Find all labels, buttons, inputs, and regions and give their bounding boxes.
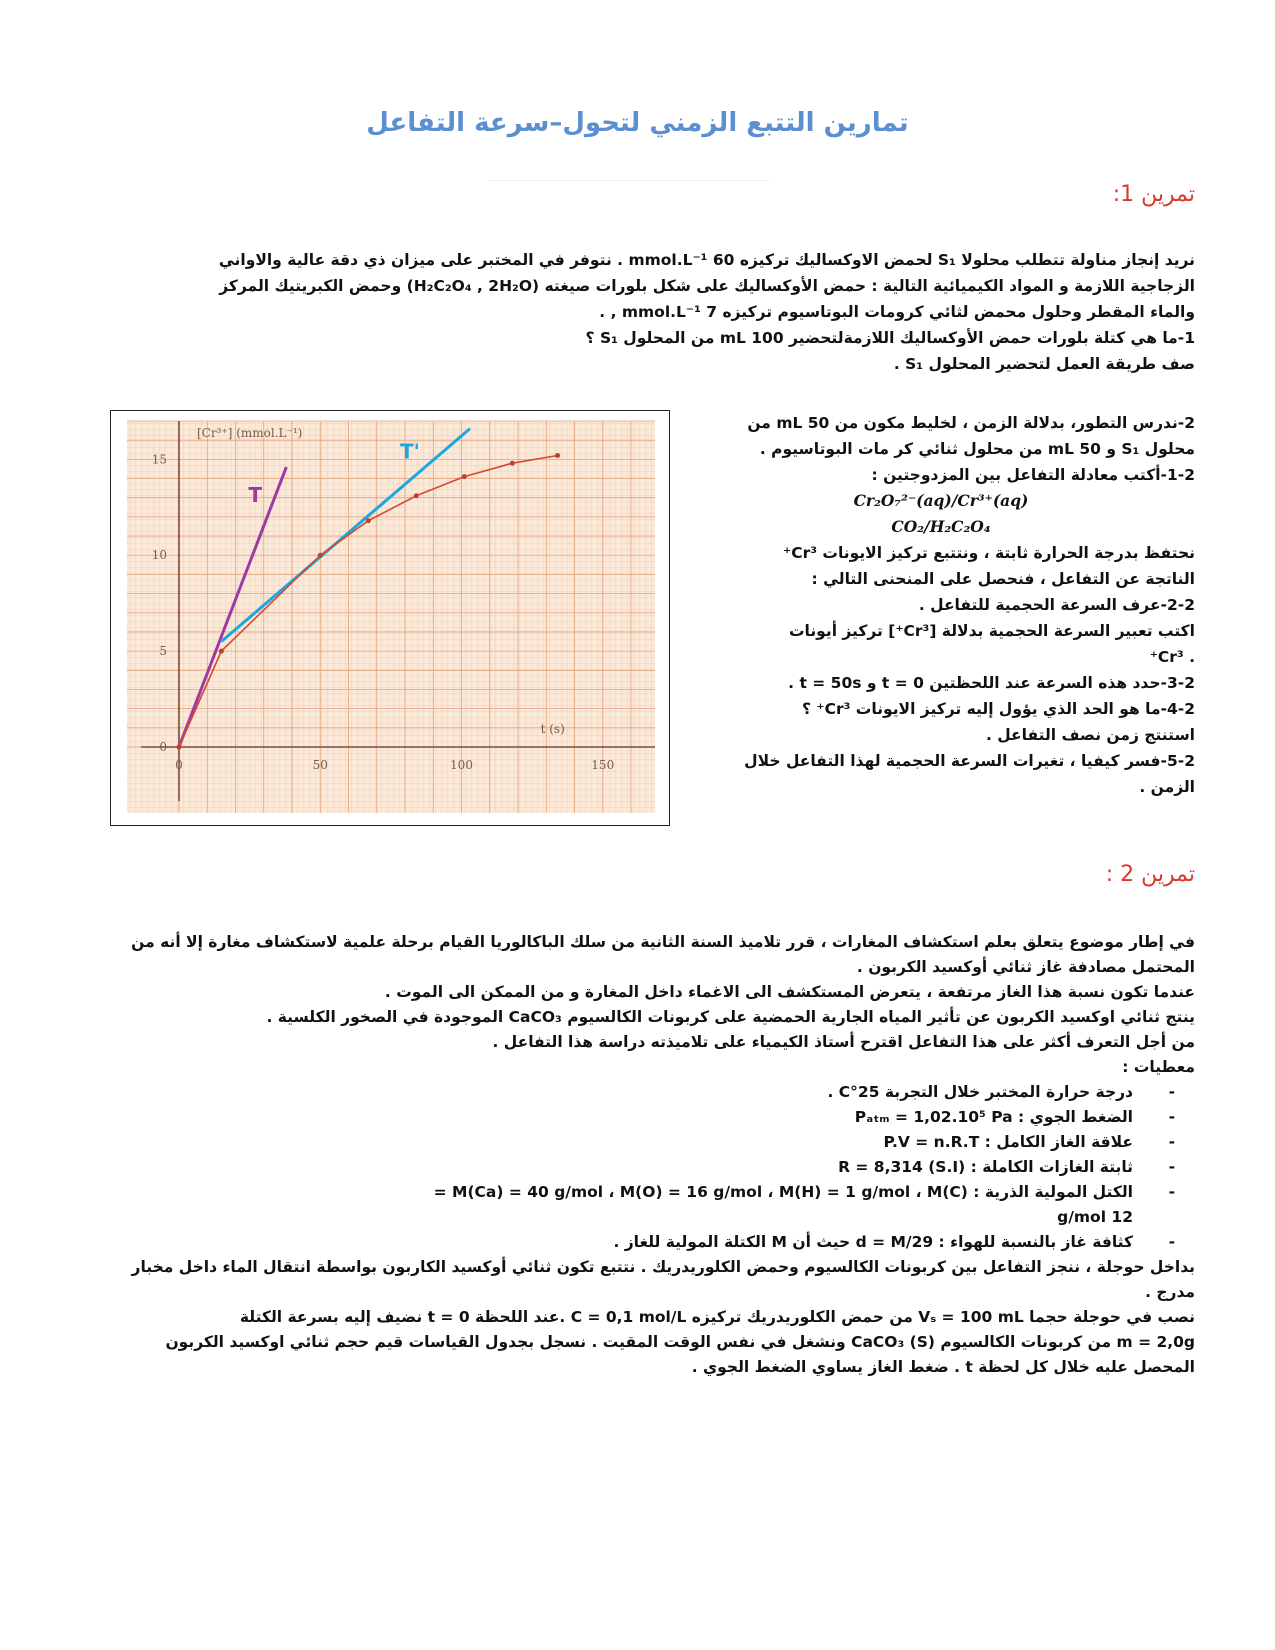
text-line: ينتج ثنائي اوكسيد الكربون عن تأثير المياه الجارية الحمضية على كربونات الكالسيوم CaCO₃ الموجودة في الصخور الكلسية .	[266, 1008, 1195, 1026]
text-line: الزمن .	[1139, 778, 1195, 796]
text-line: المحصل عليه خلال كل لحظة t . ضغط الغاز يساوي الضغط الجوي .	[691, 1358, 1195, 1376]
text-line: محلول S₁ و 50 mL من محلول ثنائي كر مات البوتاسيوم .	[759, 440, 1195, 458]
exercise-2-body	[75, 930, 1195, 1380]
text-line: الناتجة عن التفاعل ، فنحصل على المنحنى التالي :	[811, 570, 1195, 588]
x-tick-label: 150	[591, 758, 615, 772]
text-line: الزجاجية اللازمة و المواد الكيميائية التالية : حمض الأوكساليك على شكل بلورات صيغته (H₂C₂O₄ , 2H₂O) وحمض الكبريتيك المركز	[219, 277, 1195, 295]
question-1: 1-ما هي كتلة بلورات حمض الأوكساليك اللازمةلتحضير 100 mL من المحلول S₁ ؟	[585, 329, 1195, 347]
text-line: والماء المقطر وحلول محمض لثائي كرومات البوتاسيوم تركيزه 7 mmol.L⁻¹ , .	[599, 303, 1195, 321]
question-2: 2-ندرس التطور، بدلالة الزمن ، لخليط مكون من 50 mL من	[747, 414, 1195, 432]
text-line: صف طريقة العمل لتحضير المحلول S₁ .	[893, 355, 1195, 373]
data-item-continued: 12 g/mol	[1057, 1208, 1133, 1226]
tangent-label: T	[248, 483, 263, 508]
exercise-1-intro	[100, 247, 1195, 377]
x-tick-label: 100	[450, 758, 473, 772]
text-line: من أجل التعرف أكثر على هذا التفاعل اقترح أستاذ الكيمياء على تلاميذته دراسة هذا التفاعل .	[492, 1033, 1195, 1051]
text-line: استنتج زمن نصف التفاعل .	[985, 726, 1195, 744]
text-line: نحتفظ بدرجة الحرارة ثابتة ، ونتتبع تركيز الايونات Cr³⁺	[783, 544, 1195, 562]
y-tick-label: 15	[151, 452, 167, 467]
data-item: - كثافة غاز بالنسبة للهواء : d = M/29 حيث أن M الكتلة المولية للغاز .	[75, 1230, 1195, 1255]
data-item: - الكتل المولية الذرية : M(Ca) = 40 g/mol ، M(O) = 16 g/mol ، M(H) = 1 g/mol ، M(C) =	[75, 1180, 1195, 1205]
tangent-label: T'	[399, 439, 420, 464]
y-tick-label: 5	[159, 644, 167, 659]
data-heading: معطيات :	[1122, 1058, 1195, 1076]
x-tick-label: 50	[312, 758, 328, 772]
data-point	[555, 453, 560, 458]
text-line: مدرج .	[1145, 1283, 1195, 1301]
y-axis-label: [Cr³⁺] (mmol.L⁻¹)	[197, 426, 303, 440]
text-line: نريد إنجاز مناولة تتطلب محلولا S₁ لحمض الاوكساليك تركيزه 60 mmol.L⁻¹ . نتوفر في المختبر على ميزان ذي دقة عالية والاواني	[218, 251, 1195, 269]
data-item: - ثابتة الغازات الكاملة : R = 8,314 (S.I)	[75, 1155, 1195, 1180]
y-tick-label: 10	[151, 548, 167, 563]
data-point	[414, 493, 419, 498]
data-item: - الضغط الجوي : Pₐₜₘ = 1,02.10⁵ Pa	[75, 1105, 1195, 1130]
data-item: - درجة حرارة المختبر خلال التجربة 25°C .	[75, 1080, 1195, 1105]
concentration-graph	[110, 410, 670, 826]
text-line: اكتب تعبير السرعة الحجمية بدلالة [Cr³⁺] تركيز أيونات	[788, 622, 1195, 640]
text-line: في إطار موضوع يتعلق بعلم استكشاف المغارات ، قرر تلاميذ السنة الثانية من سلك الباكالوريا القيام برحلة علمية لاستكشاف مغارة إلا أنه من	[131, 933, 1195, 951]
data-item: - علاقة الغاز الكامل : P.V = n.R.T	[75, 1130, 1195, 1155]
data-point	[366, 518, 371, 523]
text-line: . Cr³⁺	[1149, 648, 1195, 666]
data-point	[462, 474, 467, 479]
question-2-2: 2-2-عرف السرعة الحجمية للتفاعل .	[918, 596, 1195, 614]
x-axis-label: t (s)	[540, 722, 565, 736]
page-title: تمارين التتبع الزمني لتحول–سرعة التفاعل	[366, 108, 909, 138]
x-tick-label: 0	[175, 758, 183, 772]
data-point	[177, 745, 182, 750]
redox-couple-1: Cr₂O₇²⁻(aq)/Cr³⁺(aq)	[853, 491, 1029, 510]
graph-paper-grid	[127, 421, 655, 813]
text-line: عندما تكون نسبة هذا الغاز مرتفعة ، يتعرض المستكشف الى الاغماء داخل المغارة و من الممكن الى الموت .	[384, 983, 1195, 1001]
text-line: نصب في حوجلة حجما Vₛ = 100 mL من حمض الكلوريدريك تركيزه C = 0,1 mol/L .عند اللحظة t = 0 نضيف إليه بسرعة الكتلة	[239, 1308, 1195, 1326]
chart-svg	[111, 411, 669, 825]
y-tick-label: 0	[159, 740, 167, 754]
question-2-5: 5-2-فسر كيفيا ، تغيرات السرعة الحجمية لهذا التفاعل خلال	[744, 752, 1195, 770]
text-line: بداخل حوجلة ، ننجز التفاعل بين كربونات الكالسيوم وحمض الكلوريدريك . نتتبع تكون ثنائي أوكسيد الكاربون بواسطة انتقال الماء داخل مخبار	[131, 1258, 1195, 1276]
question-2-4: 4-2-ما هو الحد الذي يؤول إليه تركيز الايونات Cr³⁺ ؟	[802, 700, 1195, 718]
title-divider	[490, 180, 770, 181]
exercise-1-questions	[727, 410, 1195, 800]
question-2-3: 3-2-حدد هذه السرعة عند اللحظتين t = 0 و t = 50s .	[788, 674, 1195, 692]
text-line: m = 2,0g من كربونات الكالسيوم CaCO₃ (S) ونشغل في نفس الوقت المقيت . نسجل بجدول القياسات قيم حجم ثنائي اوكسيد الكربون	[165, 1333, 1195, 1351]
text-line: المحتمل مصادفة غاز ثنائي أوكسيد الكربون .	[856, 958, 1195, 976]
data-point	[510, 461, 515, 466]
data-point	[318, 553, 323, 558]
redox-couple-2: CO₂/H₂C₂O₄	[891, 517, 991, 536]
question-2-1: 1-2-أكتب معادلة التفاعل بين المزدوجتين :	[871, 466, 1195, 484]
exercise-2-heading: تمرين 2 :	[1105, 862, 1195, 887]
exercise-1-heading: تمرين 1:	[1112, 182, 1195, 207]
data-point	[219, 649, 224, 654]
